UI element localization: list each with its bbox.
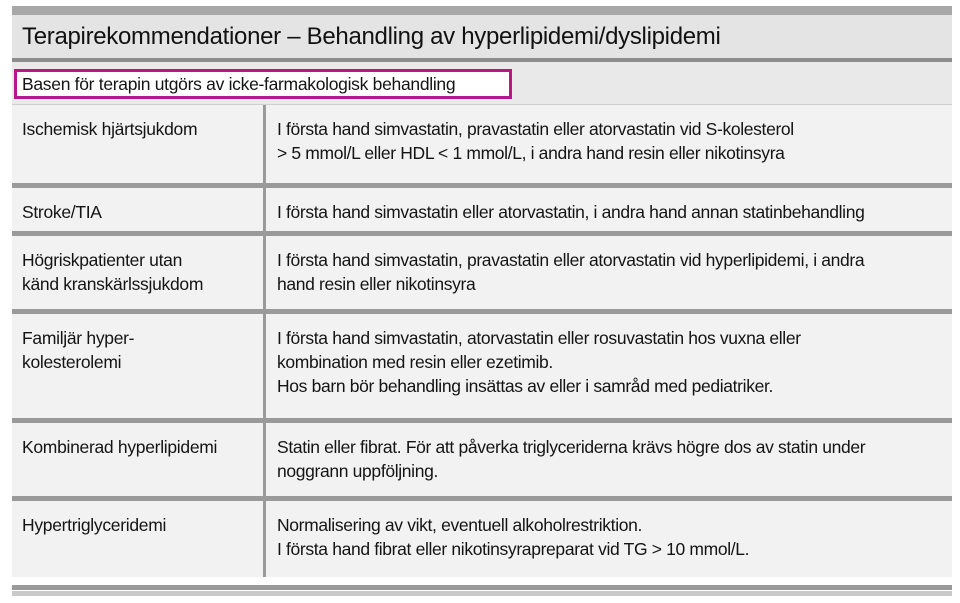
- recommendation-cell: [266, 188, 952, 231]
- condition-cell: [12, 105, 266, 183]
- recommendation-cell: [266, 501, 952, 577]
- recommendation-line: hand resin eller nikotinsyra: [277, 274, 476, 294]
- condition-label: känd kranskärlssjukdom: [22, 274, 204, 294]
- recommendation-line: > 5 mmol/L eller HDL < 1 mmol/L, i andra hand resin eller nikotinsyra: [277, 143, 785, 163]
- intro-highlight-box: Basen för terapin utgörs av icke-farmakologisk behandling: [14, 69, 512, 99]
- recommendation-line: I första hand fibrat eller nikotinsyrapreparat vid TG > 10 mmol/L.: [277, 539, 750, 559]
- recommendation-line: Normalisering av vikt, eventuell alkoholrestriktion.: [277, 515, 643, 535]
- recommendation-line: I första hand simvastatin eller atorvastatin, i andra hand annan statinbehandling: [277, 202, 865, 222]
- recommendation-line: noggrann uppföljning.: [277, 461, 438, 481]
- table-row: [12, 418, 952, 496]
- condition-label: Hypertriglyceridemi: [22, 515, 167, 535]
- condition-label: kolesterolemi: [22, 352, 122, 372]
- condition-cell: [12, 314, 266, 418]
- condition-label: Familjär hyper-: [22, 328, 135, 348]
- condition-label: Kombinerad hyperlipidemi: [22, 437, 218, 457]
- condition-label: Högriskpatienter utan: [22, 250, 183, 270]
- recommendation-line: Statin eller fibrat. För att påverka triglyceriderna krävs högre dos av statin under: [277, 437, 866, 457]
- recommendation-cell: [266, 105, 952, 183]
- recommendation-line: I första hand simvastatin, pravastatin eller atorvastatin vid S-kolesterol: [277, 119, 794, 139]
- condition-cell: [12, 501, 266, 577]
- recommendation-line: I första hand simvastatin, atorvastatin eller rosuvastatin hos vuxna eller: [277, 328, 801, 348]
- bottom-rule: [12, 585, 952, 590]
- recommendation-cell: [266, 314, 952, 418]
- table-row: [12, 104, 952, 183]
- table-row: [12, 496, 952, 577]
- top-rule: [12, 6, 952, 15]
- recommendation-table: [12, 104, 952, 577]
- page-title: Terapirekommendationer – Behandling av hyperlipidemi/dyslipidemi: [12, 15, 952, 58]
- condition-label: Stroke/TIA: [22, 202, 102, 222]
- recommendation-line: kombination med resin eller ezetimib.: [277, 352, 553, 372]
- condition-cell: [12, 236, 266, 309]
- table-row: [12, 309, 952, 418]
- recommendation-line: I första hand simvastatin, pravastatin eller atorvastatin vid hyperlipidemi, i andra: [277, 250, 865, 270]
- condition-cell: [12, 423, 266, 496]
- condition-label: Ischemisk hjärtsjukdom: [22, 119, 198, 139]
- recommendation-cell: [266, 423, 952, 496]
- recommendation-cell: [266, 236, 952, 309]
- table-row: [12, 231, 952, 309]
- recommendation-line: Hos barn bör behandling insättas av eller i samråd med pediatriker.: [277, 376, 773, 396]
- bottom-rule-secondary: [12, 591, 952, 596]
- table-row: [12, 183, 952, 231]
- condition-cell: [12, 188, 266, 231]
